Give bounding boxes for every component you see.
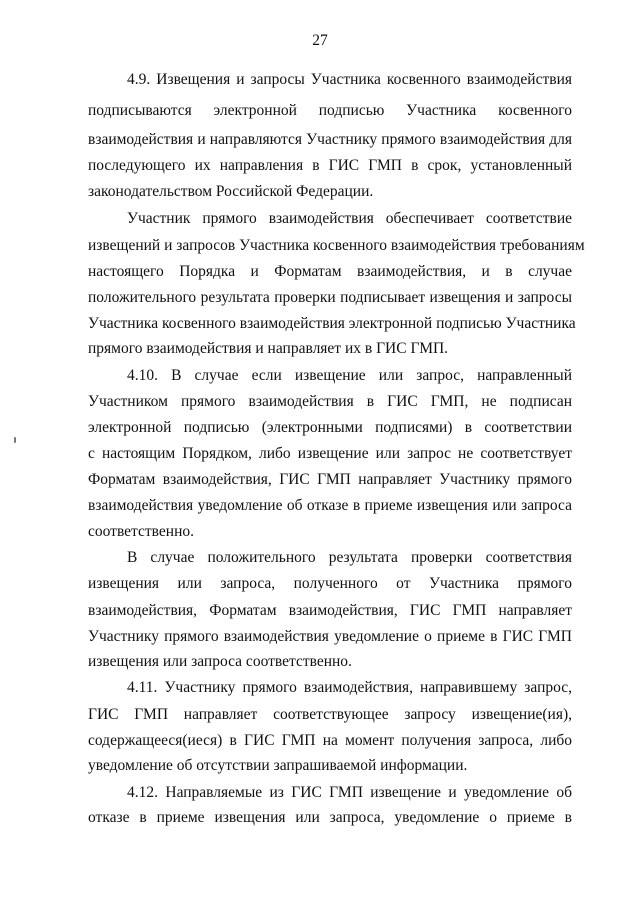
paragraph-4-11-line-1: 4.11. Участнику прямого взаимодействия, направившему запрос,	[127, 679, 572, 696]
paragraph-4-9b-line-1: Участник прямого взаимодействия обеспечивает соответствие	[127, 210, 572, 227]
paragraph-4-10b-line-5: извещения или запроса соответственно.	[88, 653, 352, 670]
paragraph-4-10b-line-4: Участнику прямого взаимодействия уведомление о приеме в ГИС ГМП	[88, 628, 572, 645]
paragraph-4-9b-line-2: извещений и запросов Участника косвенного взаимодействия требованиям	[88, 237, 585, 254]
paragraph-4-12-line-1: 4.12. Направляемые из ГИС ГМП извещение и уведомление об	[127, 784, 572, 801]
paragraph-4-10-line-4: с настоящим Порядком, либо извещение или запрос не соответствует	[88, 445, 572, 462]
paragraph-4-10-line-1: 4.10. В случае если извещение или запрос, направленный	[127, 367, 572, 384]
scan-speck	[14, 437, 16, 443]
paragraph-4-12-line-2: отказе в приеме извещения или запроса, уведомление о приеме в	[88, 809, 572, 826]
paragraph-4-11-line-4: уведомление об отсутствии запрашиваемой информации.	[88, 757, 468, 774]
paragraph-4-9-line-5: законодательством Российской Федерации.	[88, 183, 374, 200]
paragraph-4-10-line-5: Форматам взаимодействия, ГИС ГМП направляет Участнику прямого	[88, 471, 572, 488]
paragraph-4-10b-line-3: взаимодействия, Форматам взаимодействия, ГИС ГМП направляет	[88, 602, 572, 619]
paragraph-4-11-line-2: ГИС ГМП направляет соответствующее запросу извещение(ия),	[88, 706, 572, 723]
paragraph-4-9b-line-5: Участника косвенного взаимодействия электронной подписью Участника	[88, 315, 576, 332]
paragraph-4-9-line-4: последующего их направления в ГИС ГМП в срок, установленный	[88, 157, 572, 174]
paragraph-4-10-line-3: электронной подписью (электронными подписями) в соответствии	[88, 419, 572, 436]
paragraph-4-10b-line-2: извещения или запроса, полученного от Участника прямого	[88, 575, 572, 592]
paragraph-4-9-line-3: взаимодействия и направляются Участнику прямого взаимодействия для	[88, 131, 572, 148]
paragraph-4-10-line-6: взаимодействия уведомление об отказе в приеме извещения или запроса	[88, 497, 572, 514]
paragraph-4-10b-line-1: В случае положительного результата проверки соответствия	[127, 549, 572, 566]
paragraph-4-9-line-1: 4.9. Извещения и запросы Участника косвенного взаимодействия	[127, 71, 572, 88]
paragraph-4-10-line-2: Участником прямого взаимодействия в ГИС ГМП, не подписан	[88, 393, 572, 410]
paragraph-4-11-line-3: содержащееся(иеся) в ГИС ГМП на момент получения запроса, либо	[88, 732, 572, 749]
paragraph-4-9b-line-3: настоящего Порядка и Форматам взаимодействия, и в случае	[88, 263, 572, 280]
paragraph-4-9b-line-6: прямого взаимодействия и направляет их в ГИС ГМП.	[88, 340, 449, 357]
paragraph-4-9-line-2: подписываются электронной подписью Участника косвенного	[88, 102, 572, 119]
paragraph-4-9b-line-4: положительного результата проверки подписывает извещения и запросы	[88, 289, 572, 306]
paragraph-4-10-line-7: соответственно.	[88, 523, 194, 540]
page-number: 27	[312, 32, 328, 49]
